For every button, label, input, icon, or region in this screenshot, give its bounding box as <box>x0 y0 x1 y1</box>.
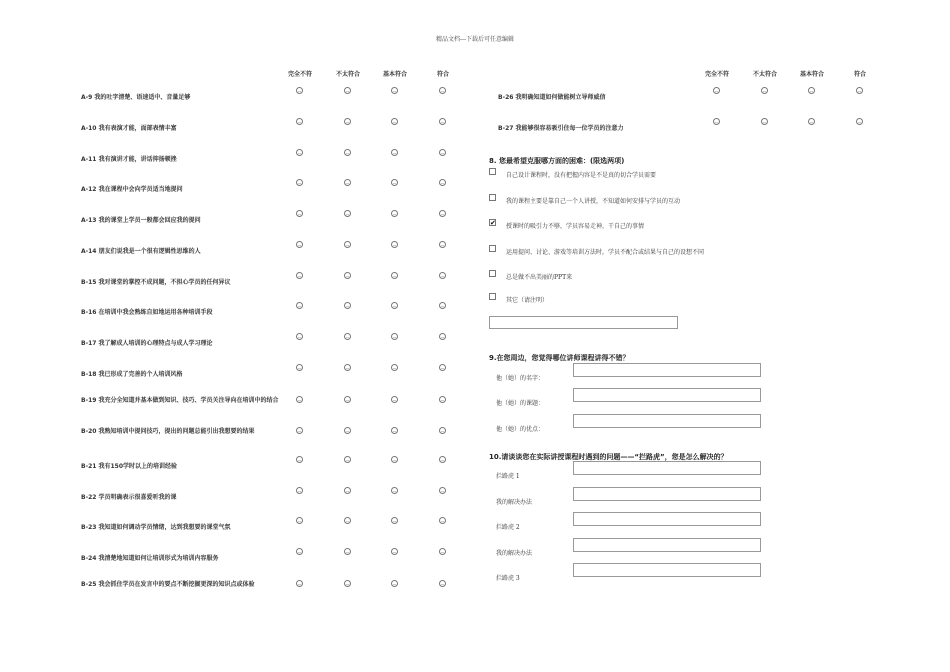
question-text: B-19 我充分全知道并基本做到知识、技巧、学员关注导向在培训中的结合 <box>81 397 279 404</box>
radio-option-3[interactable] <box>391 580 398 587</box>
col-header-left-1: 不太符合 <box>335 71 361 78</box>
radio-option-3[interactable] <box>391 364 398 371</box>
radio-option-2[interactable] <box>344 456 351 463</box>
q8-title: 8. 您最希望克服哪方面的困难：(限选两项) <box>489 157 625 165</box>
q9-field-label: 他（她）的课题： <box>496 400 545 407</box>
col-header-left-3: 符合 <box>436 71 450 78</box>
question-text: B-23 我知道如何调动学员情绪，达到我想要的课堂气氛 <box>81 524 231 531</box>
col-header-right-2: 基本符合 <box>799 71 825 78</box>
radio-option-4[interactable] <box>439 487 446 494</box>
question-text: A-9 我的吐字清楚、语速适中、音量足够 <box>81 94 191 101</box>
radio-option-1[interactable] <box>296 364 303 371</box>
radio-option-3[interactable] <box>391 118 398 125</box>
radio-option-3[interactable] <box>808 118 815 125</box>
radio-option-2[interactable] <box>344 149 351 156</box>
question-text: B-21 我有150学时以上的培训经验 <box>81 463 178 470</box>
radio-option-3[interactable] <box>391 333 398 340</box>
radio-option-1[interactable] <box>296 272 303 279</box>
radio-option-2[interactable] <box>344 302 351 309</box>
radio-option-1[interactable] <box>296 517 303 524</box>
radio-option-4[interactable] <box>439 241 446 248</box>
question-text: B-17 我了解成人培训的心理特点与成人学习理论 <box>81 340 213 347</box>
radio-option-2[interactable] <box>761 118 768 125</box>
radio-option-1[interactable] <box>296 427 303 434</box>
q9-field-label: 他（她）的优点： <box>496 426 545 433</box>
q10-text-input[interactable] <box>573 563 761 577</box>
radio-option-3[interactable] <box>391 302 398 309</box>
col-header-right-0: 完全不符 <box>704 71 730 78</box>
checkbox[interactable] <box>489 245 496 252</box>
radio-option-2[interactable] <box>344 87 351 94</box>
radio-option-4[interactable] <box>439 210 446 217</box>
q9-text-input[interactable] <box>573 414 761 428</box>
col-header-right-1: 不太符合 <box>752 71 778 78</box>
radio-option-3[interactable] <box>391 149 398 156</box>
radio-option-3[interactable] <box>391 241 398 248</box>
q10-text-input[interactable] <box>573 512 761 526</box>
radio-option-2[interactable] <box>344 517 351 524</box>
question-text: A-13 我的课堂上学员一般都会回应我的提问 <box>81 217 201 224</box>
radio-option-4[interactable] <box>856 118 863 125</box>
radio-option-4[interactable] <box>439 179 446 186</box>
radio-option-2[interactable] <box>344 548 351 555</box>
radio-option-1[interactable] <box>296 580 303 587</box>
checkbox[interactable] <box>489 168 496 175</box>
question-text: B-26 我明确知道如何做能树立导师威信 <box>498 94 606 101</box>
radio-option-4[interactable] <box>439 517 446 524</box>
col-header-right-3: 符合 <box>853 71 867 78</box>
q10-text-input[interactable] <box>573 538 761 552</box>
question-text: B-22 学员明确表示很喜爱听我的课 <box>81 494 177 501</box>
radio-option-3[interactable] <box>391 179 398 186</box>
radio-option-1[interactable] <box>296 548 303 555</box>
radio-option-4[interactable] <box>439 364 446 371</box>
radio-option-4[interactable] <box>439 149 446 156</box>
q10-field-label: 拦路虎 2 <box>496 524 520 531</box>
q9-text-input[interactable] <box>573 363 761 377</box>
checkbox[interactable] <box>489 293 496 300</box>
checkbox[interactable]: ✔ <box>490 219 496 227</box>
radio-option-2[interactable] <box>344 580 351 587</box>
q8-option-label: 运用提问、讨论、游戏等培训方法时，学员不配合或结果与自己的设想不同 <box>506 249 705 256</box>
q10-text-input[interactable] <box>573 487 761 501</box>
radio-option-4[interactable] <box>439 396 446 403</box>
radio-option-4[interactable] <box>439 427 446 434</box>
q10-title: 10.请谈谈您在实际讲授课程时遇到的问题——“拦路虎”，您是怎么解决的？ <box>489 453 728 461</box>
question-text: B-15 我对课堂的掌控不成问题，不担心学员的任何异议 <box>81 279 231 286</box>
q8-other-input[interactable] <box>489 316 678 329</box>
radio-option-2[interactable] <box>344 118 351 125</box>
question-text: B-16 在培训中我会熟练自如地运用各种培训手段 <box>81 309 213 316</box>
radio-option-3[interactable] <box>391 210 398 217</box>
radio-option-3[interactable] <box>391 517 398 524</box>
question-text: B-25 我会抓住学员在发言中的要点不断挖掘更深的知识点或体验 <box>81 581 255 588</box>
radio-option-1[interactable] <box>296 87 303 94</box>
q10-field-label: 我的解决办法 <box>496 499 533 506</box>
col-header-left-2: 基本符合 <box>382 71 408 78</box>
col-header-left-0: 完全不符 <box>287 71 313 78</box>
radio-option-2[interactable] <box>344 179 351 186</box>
radio-option-2[interactable] <box>761 87 768 94</box>
radio-option-1[interactable] <box>296 210 303 217</box>
radio-option-3[interactable] <box>391 427 398 434</box>
question-text: A-11 我有演讲才能，讲话抑扬顿挫 <box>81 156 177 163</box>
radio-option-4[interactable] <box>439 302 446 309</box>
q8-option-label: 其它（请注明） <box>506 297 549 304</box>
q8-option-label: 授课时的吸引力不够，学员容易走神，干自己的事情 <box>506 223 645 230</box>
radio-option-2[interactable] <box>344 487 351 494</box>
radio-option-1[interactable] <box>296 241 303 248</box>
q8-option-label: 我的课程主要是靠自己一个人讲授，不知道如何安排与学员的互动 <box>506 198 681 205</box>
q10-text-input[interactable] <box>573 461 761 475</box>
q8-option-label: 自己设计课程时，没有把握内容是不是真的切合学员需要 <box>506 172 657 179</box>
radio-option-2[interactable] <box>344 427 351 434</box>
radio-option-2[interactable] <box>344 333 351 340</box>
radio-option-1[interactable] <box>296 487 303 494</box>
radio-option-2[interactable] <box>344 272 351 279</box>
checkbox[interactable] <box>489 194 496 201</box>
q9-field-label: 他（她）的名字： <box>496 375 545 382</box>
radio-option-4[interactable] <box>439 333 446 340</box>
question-text: A-14 朋友们说我是一个很有逻辑性思维的人 <box>81 248 201 255</box>
question-text: A-10 我有表演才能，面部表情丰富 <box>81 125 177 132</box>
radio-option-3[interactable] <box>808 87 815 94</box>
radio-option-3[interactable] <box>391 87 398 94</box>
radio-option-1[interactable] <box>296 149 303 156</box>
radio-option-3[interactable] <box>391 456 398 463</box>
radio-option-4[interactable] <box>439 87 446 94</box>
q10-field-label: 我的解决办法 <box>496 550 533 557</box>
radio-option-3[interactable] <box>391 548 398 555</box>
radio-option-4[interactable] <box>856 87 863 94</box>
radio-option-4[interactable] <box>439 580 446 587</box>
radio-option-2[interactable] <box>344 364 351 371</box>
question-text: B-27 我能够很容易吸引住每一位学员的注意力 <box>498 125 624 132</box>
question-text: A-12 我在课程中会向学员适当地提问 <box>81 186 183 193</box>
radio-option-1[interactable] <box>296 456 303 463</box>
radio-option-2[interactable] <box>344 396 351 403</box>
q10-field-label: 拦路虎 1 <box>496 473 520 480</box>
radio-option-4[interactable] <box>439 272 446 279</box>
radio-option-4[interactable] <box>439 456 446 463</box>
question-text: B-18 我已形成了完善的个人培训风格 <box>81 371 183 378</box>
radio-option-2[interactable] <box>344 210 351 217</box>
radio-option-1[interactable] <box>296 302 303 309</box>
radio-option-3[interactable] <box>391 396 398 403</box>
radio-option-1[interactable] <box>296 396 303 403</box>
radio-option-3[interactable] <box>391 487 398 494</box>
q8-option-label: 总是做不出美丽的PPT来 <box>506 274 573 281</box>
q9-text-input[interactable] <box>573 388 761 402</box>
page-header: 精品文档---下载后可任意编辑 <box>435 36 515 43</box>
radio-option-1[interactable] <box>713 118 720 125</box>
radio-option-1[interactable] <box>296 333 303 340</box>
radio-option-1[interactable] <box>296 118 303 125</box>
q9-title: 9.在您周边，您觉得哪位讲师课程讲得不错？ <box>489 354 630 362</box>
radio-option-1[interactable] <box>713 87 720 94</box>
radio-option-2[interactable] <box>344 241 351 248</box>
q10-field-label: 拦路虎 3 <box>496 575 520 582</box>
radio-option-1[interactable] <box>296 179 303 186</box>
radio-option-4[interactable] <box>439 118 446 125</box>
question-text: B-20 我熟知培训中提问技巧，提出的问题总能引出我想要的结果 <box>81 428 255 435</box>
radio-option-3[interactable] <box>391 272 398 279</box>
question-text: B-24 我清楚地知道如何让培训形式为培训内容服务 <box>81 555 219 562</box>
checkbox[interactable] <box>489 270 496 277</box>
radio-option-4[interactable] <box>439 548 446 555</box>
